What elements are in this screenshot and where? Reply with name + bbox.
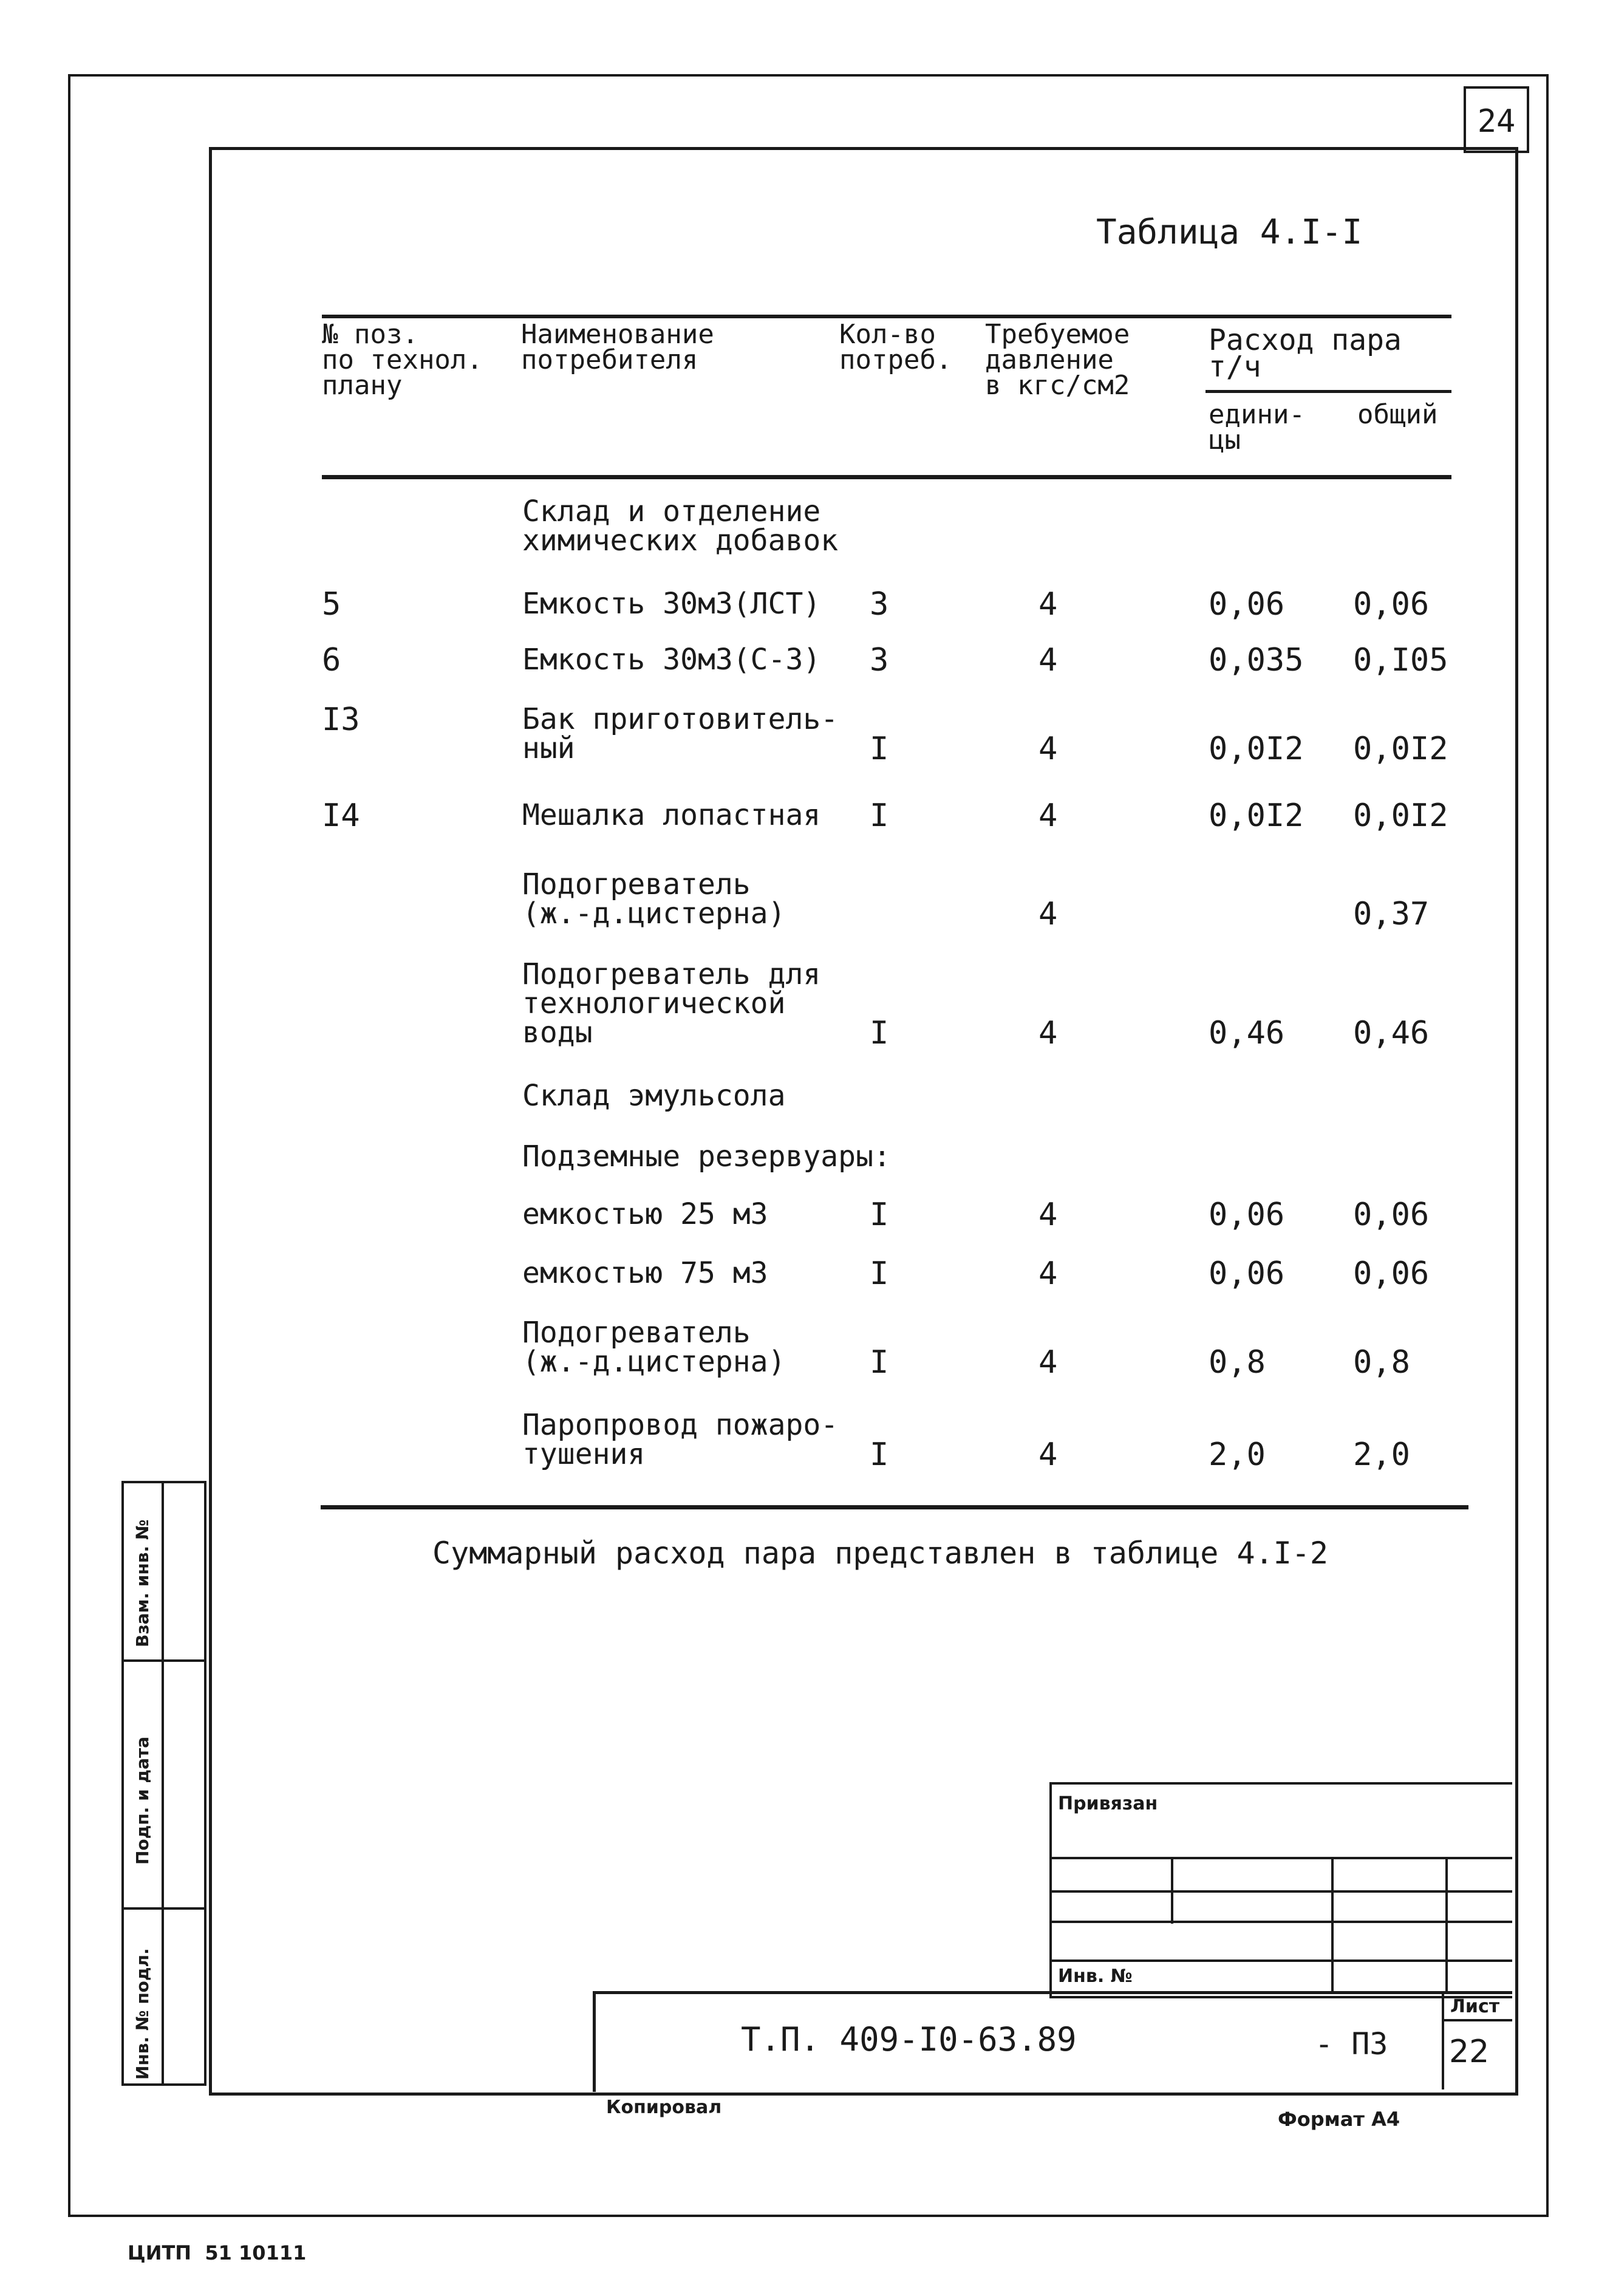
row-13-total: 2,0	[1353, 1437, 1410, 1473]
row-2-qty: 3	[870, 586, 889, 623]
row-11-unit: 0,06	[1209, 1256, 1285, 1292]
row-7-pressure: 4	[1038, 1015, 1058, 1051]
row-10-qty: I	[870, 1197, 889, 1233]
side-label-inv-orig: Инв. № подл.	[132, 1948, 152, 2080]
stamp-sheet-label: Лист	[1450, 1996, 1500, 2017]
row-7-total: 0,46	[1353, 1015, 1430, 1051]
row-12-pressure: 4	[1038, 1344, 1058, 1381]
row-6-pressure: 4	[1038, 896, 1058, 932]
row-7-name: Подогреватель для технологической воды	[522, 957, 821, 1050]
header-name: Наименование потребителя	[521, 319, 714, 375]
row-13-pressure: 4	[1038, 1437, 1058, 1473]
row-1-name: Склад и отделение химических добавок	[522, 494, 839, 558]
header-unit: едини- цы	[1209, 399, 1305, 456]
stamp-section: - ПЗ	[1315, 2026, 1388, 2062]
row-12-total: 0,8	[1353, 1344, 1410, 1381]
row-8-name: Склад эмульсола	[522, 1079, 786, 1113]
row-6-name: Подогреватель (ж.-д.цистерна)	[522, 867, 786, 931]
footer-org-code: ЦИТП 51 10111	[128, 2241, 307, 2264]
sheet-row	[1442, 2019, 1512, 2021]
row-3-pressure: 4	[1038, 642, 1058, 678]
header-top-rule	[322, 315, 1451, 318]
row-3-total: 0,I05	[1353, 642, 1448, 678]
row-5-pressure: 4	[1038, 798, 1058, 834]
sheet-col	[1442, 1991, 1444, 2089]
header-pos: № поз. по технол. плану	[322, 319, 483, 401]
header-bottom-rule	[322, 475, 1451, 479]
row-5-name: Мешалка лопастная	[522, 798, 821, 832]
row-4-qty: I	[870, 731, 889, 767]
row-10-total: 0,06	[1353, 1197, 1430, 1233]
row-6-total: 0,37	[1353, 896, 1430, 932]
row-10-unit: 0,06	[1209, 1197, 1285, 1233]
stamp-bound-label: Привязан	[1058, 1793, 1158, 1814]
side-strip-row-1	[121, 1659, 206, 1662]
row-4-total: 0,0I2	[1353, 731, 1448, 767]
row-12-unit: 0,8	[1209, 1344, 1266, 1381]
row-4-pos: I3	[322, 702, 360, 738]
row-10-name: емкостью 25 м3	[522, 1197, 768, 1231]
stamp-sheet-number: 22	[1449, 2034, 1490, 2070]
row-2-pressure: 4	[1038, 586, 1058, 623]
row-13-qty: I	[870, 1437, 889, 1473]
consumption-subrule	[1205, 390, 1451, 393]
side-label-sign-date: Подп. и дата	[132, 1736, 152, 1865]
row-2-name: Емкость 30м3(ЛСТ)	[522, 587, 821, 621]
row-11-qty: I	[870, 1256, 889, 1292]
row-7-qty: I	[870, 1015, 889, 1051]
stamp-row-4	[1049, 1959, 1512, 1962]
footer-format: Формат А4	[1278, 2108, 1400, 2131]
stamp-designation: Т.П. 409-I0-63.89	[741, 2020, 1077, 2059]
row-3-pos: 6	[322, 642, 341, 678]
row-11-total: 0,06	[1353, 1256, 1430, 1292]
row-2-total: 0,06	[1353, 586, 1430, 623]
row-10-pressure: 4	[1038, 1197, 1058, 1233]
row-7-unit: 0,46	[1209, 1015, 1285, 1051]
side-strip-row-2	[121, 1907, 206, 1910]
row-5-qty: I	[870, 798, 889, 834]
row-4-pressure: 4	[1038, 731, 1058, 767]
table-title: Таблица 4.I-I	[1096, 213, 1363, 252]
stamp-row-3	[1049, 1921, 1512, 1923]
row-4-name: Бак приготовитель- ный	[522, 702, 839, 765]
footer-copied: Копировал	[606, 2097, 722, 2118]
stamp-col-2	[1331, 1857, 1334, 1994]
row-2-unit: 0,06	[1209, 586, 1285, 623]
row-13-unit: 2,0	[1209, 1437, 1266, 1473]
header-pressure: Требуемое давление в кгс/см2	[985, 319, 1130, 401]
page-number: 24	[1477, 103, 1516, 140]
side-strip-divider	[162, 1481, 164, 2086]
row-3-name: Емкость 30м3(С-3)	[522, 643, 821, 677]
header-qty: Кол-во потреб.	[839, 319, 952, 375]
row-5-unit: 0,0I2	[1209, 798, 1304, 834]
row-13-name: Паропровод пожаро- тушения	[522, 1408, 839, 1471]
row-12-qty: I	[870, 1344, 889, 1381]
table-bottom-rule	[321, 1505, 1468, 1509]
row-4-unit: 0,0I2	[1209, 731, 1304, 767]
stamp-col-3	[1445, 1857, 1448, 1994]
stamp-row-2	[1049, 1890, 1512, 1893]
stamp-col-1	[1171, 1857, 1173, 1924]
row-5-total: 0,0I2	[1353, 798, 1448, 834]
summary-note: Суммарный расход пара представлен в таблице 4.I-2	[432, 1536, 1329, 1571]
row-2-pos: 5	[322, 586, 341, 623]
header-total: общий	[1357, 399, 1438, 430]
row-11-pressure: 4	[1038, 1256, 1058, 1292]
row-9-name: Подземные резервуары:	[522, 1139, 891, 1174]
row-5-pos: I4	[322, 798, 360, 834]
stamp-inv-label: Инв. №	[1058, 1966, 1133, 1987]
header-consumption: Расход пара т/ч	[1209, 323, 1402, 384]
row-11-name: емкостью 75 м3	[522, 1256, 768, 1290]
row-3-qty: 3	[870, 642, 889, 678]
stamp-row-1	[1049, 1857, 1512, 1859]
row-3-unit: 0,035	[1209, 642, 1304, 678]
side-label-replace-inv: Взам. инв. №	[132, 1519, 152, 1647]
row-12-name: Подогреватель (ж.-д.цистерна)	[522, 1316, 786, 1379]
